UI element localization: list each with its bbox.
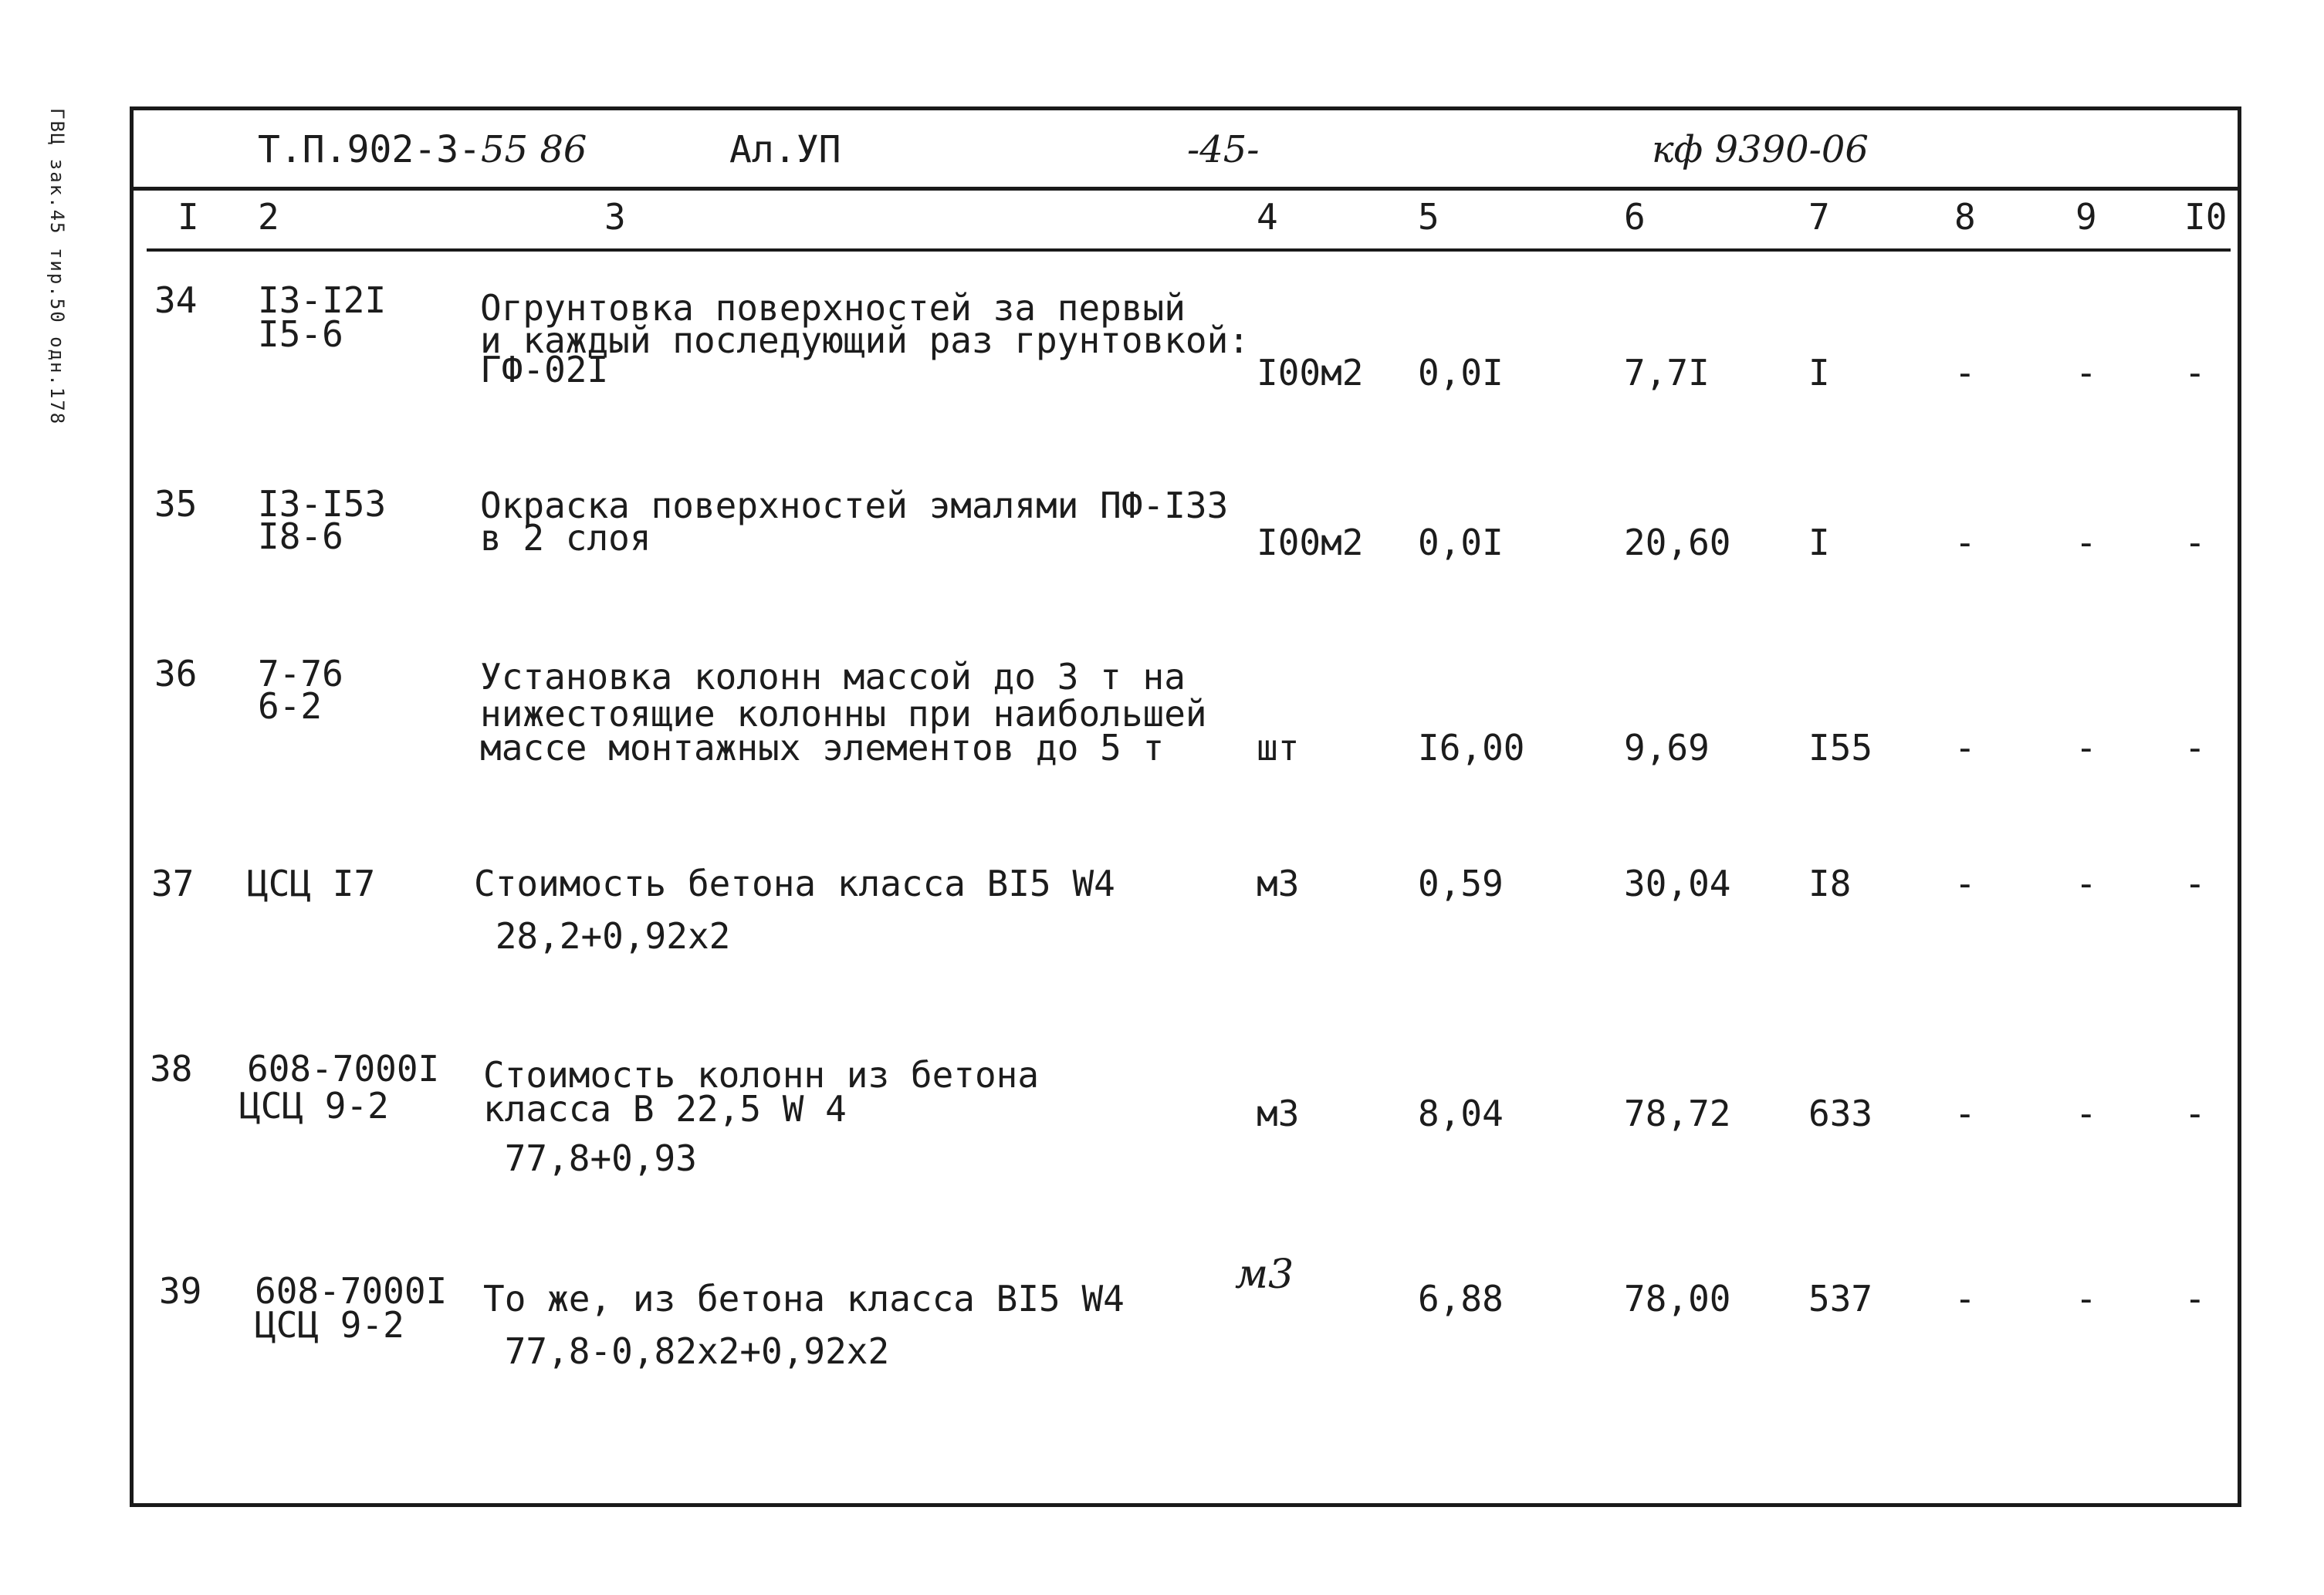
row-number: 36 <box>154 653 198 694</box>
work-description: массе монтажных элементов до 5 т <box>480 727 1165 769</box>
album-label: Ал.УП <box>729 128 841 171</box>
rate-code: I5-6 <box>258 313 343 355</box>
work-description: 77,8+0,93 <box>483 1137 697 1179</box>
column-number-divider <box>147 248 2231 252</box>
empty-cell-dash: - <box>2184 522 2206 563</box>
document-code: кф 9390-06 <box>1652 128 1869 171</box>
margin-print-note: ГВЦ зак.45 тир.50 одн.178 <box>46 108 68 426</box>
header-divider <box>130 187 2241 191</box>
unit: I00м2 <box>1257 522 1364 563</box>
empty-cell-dash: - <box>1954 1278 1976 1320</box>
empty-cell-dash: - <box>2075 1278 2097 1320</box>
empty-cell-dash: - <box>2184 727 2206 769</box>
work-description: То же, из бетона класса BI5 W4 <box>483 1278 1125 1320</box>
work-description: в 2 слоя <box>480 517 651 559</box>
column-number: 4 <box>1257 196 1278 238</box>
unit-cost: 20,60 <box>1624 522 1731 563</box>
rate-code: 608-7000I <box>255 1270 448 1312</box>
unit-cost: 78,00 <box>1624 1278 1731 1320</box>
quantity: I6,00 <box>1418 727 1525 769</box>
column-number: 6 <box>1624 196 1646 238</box>
total-cost: I55 <box>1808 727 1873 769</box>
rate-code: 6-2 <box>258 685 323 727</box>
unit: м3 <box>1235 1252 1294 1298</box>
empty-cell-dash: - <box>1954 522 1976 563</box>
quantity: 8,04 <box>1418 1093 1504 1134</box>
empty-cell-dash: - <box>2075 727 2097 769</box>
quantity: 6,88 <box>1418 1278 1504 1320</box>
work-description: 77,8-0,82x2+0,92x2 <box>483 1330 890 1372</box>
quantity: 0,0I <box>1418 352 1504 394</box>
total-cost: I <box>1808 352 1830 394</box>
column-number: 8 <box>1954 196 1976 238</box>
page-number: -45- <box>1187 128 1260 171</box>
unit: I00м2 <box>1257 352 1364 394</box>
rate-code: I3-I2I <box>258 279 387 321</box>
work-description: ГФ-02I <box>480 349 609 390</box>
column-number: 3 <box>604 196 626 238</box>
column-number: I <box>178 196 199 238</box>
unit-cost: 9,69 <box>1624 727 1710 769</box>
unit: шт <box>1257 727 1300 769</box>
unit: м3 <box>1257 863 1300 904</box>
empty-cell-dash: - <box>2075 522 2097 563</box>
work-description: Огрунтовка поверхностей за первый <box>480 287 1186 329</box>
quantity: 0,0I <box>1418 522 1504 563</box>
work-description: Стоимость бетона класса BI5 W4 <box>474 863 1115 904</box>
total-cost: 537 <box>1808 1278 1873 1320</box>
work-description: нижестоящие колонны при наибольшей <box>480 693 1207 735</box>
work-description: и каждый последующий раз грунтовкой: <box>480 319 1250 361</box>
column-number: 9 <box>2075 196 2097 238</box>
column-number: 7 <box>1808 196 1830 238</box>
empty-cell-dash: - <box>2184 1093 2206 1134</box>
empty-cell-dash: - <box>2075 352 2097 394</box>
rate-code: ЦСЦ 9-2 <box>239 1085 389 1127</box>
row-number: 34 <box>154 279 198 321</box>
empty-cell-dash: - <box>2184 352 2206 394</box>
work-description: класса В 22,5 W 4 <box>483 1088 847 1130</box>
total-cost: I8 <box>1808 863 1852 904</box>
column-number: I0 <box>2184 196 2228 238</box>
column-number: 5 <box>1418 196 1439 238</box>
rate-code: I8-6 <box>258 515 343 557</box>
unit-cost: 78,72 <box>1624 1093 1731 1134</box>
row-number: 35 <box>154 483 198 525</box>
quantity: 0,59 <box>1418 863 1504 904</box>
work-description: 28,2+0,92x2 <box>474 915 731 957</box>
total-cost: 633 <box>1808 1093 1873 1134</box>
rate-code: ЦСЦ I7 <box>247 863 376 904</box>
work-description: Окраска поверхностей эмалями ПФ-I33 <box>480 485 1229 526</box>
row-number: 39 <box>159 1270 202 1312</box>
empty-cell-dash: - <box>1954 863 1976 904</box>
project-number: Т.П.902-3-55 86 <box>258 128 587 171</box>
empty-cell-dash: - <box>2184 1278 2206 1320</box>
row-number: 38 <box>150 1048 193 1090</box>
rate-code: ЦСЦ 9-2 <box>255 1304 404 1346</box>
empty-cell-dash: - <box>1954 727 1976 769</box>
empty-cell-dash: - <box>1954 352 1976 394</box>
total-cost: I <box>1808 522 1830 563</box>
unit-cost: 7,7I <box>1624 352 1710 394</box>
unit: м3 <box>1257 1093 1300 1134</box>
unit-cost: 30,04 <box>1624 863 1731 904</box>
rate-code: 608-7000I <box>247 1048 440 1090</box>
column-number: 2 <box>258 196 279 238</box>
rate-code: I3-I53 <box>258 483 387 525</box>
rate-code: 7-76 <box>258 653 343 694</box>
empty-cell-dash: - <box>2075 1093 2097 1134</box>
work-description: Установка колонн массой до 3 т на <box>480 656 1186 698</box>
empty-cell-dash: - <box>2075 863 2097 904</box>
empty-cell-dash: - <box>2184 863 2206 904</box>
work-description: Стоимость колонн из бетона <box>483 1054 1040 1096</box>
empty-cell-dash: - <box>1954 1093 1976 1134</box>
row-number: 37 <box>151 863 195 904</box>
